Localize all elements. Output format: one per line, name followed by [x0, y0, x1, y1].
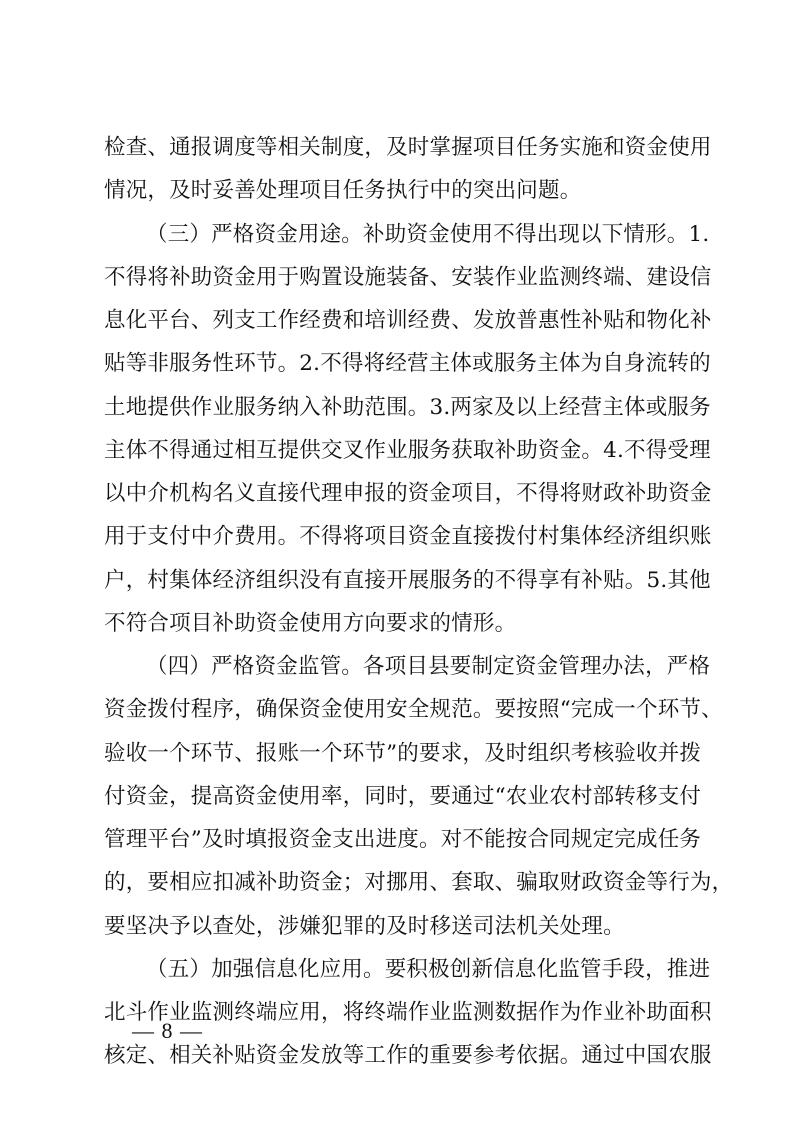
text-line: 主体不得通过相互提供交叉作业服务获取补助资金。4.不得受理: [104, 438, 711, 463]
text-line: 检查、通报调度等相关制度，及时掌握项目任务实施和资金使用: [104, 135, 712, 160]
text-line: 贴等非服务性环节。2.不得将经营主体或服务主体为自身流转的: [104, 351, 711, 376]
text-line: 用于支付中介费用。不得将项目资金直接拨付村集体经济组织账: [104, 524, 712, 549]
section-heading-line: （四）严格资金监管。各项目县要制定资金管理办法，严格: [146, 654, 711, 679]
text-line: 要坚决予以查处，涉嫌犯罪的及时移送司法机关处理。: [104, 914, 625, 939]
page-number: — 8 —: [132, 1018, 203, 1043]
section-heading-line: （五）加强信息化应用。要积极创新信息化监管手段，推进: [146, 957, 711, 982]
text-line: 验收一个环节、报账一个环节”的要求，及时组织考核验收并拨: [104, 741, 702, 766]
text-line: 不得将补助资金用于购置设施装备、安装作业监测终端、建设信: [104, 265, 712, 290]
text-line: 息化平台、列支工作经费和培训经费、发放普惠性补贴和物化补: [104, 308, 712, 333]
text-line: 不符合项目补助资金使用方向要求的情形。: [104, 611, 517, 636]
text-line: 的，要相应扣减补助资金；对挪用、套取、骗取财政资金等行为，: [104, 870, 734, 895]
text-line: 资金拨付程序，确保资金使用安全规范。要按照“完成一个环节、: [104, 697, 723, 722]
text-line: 土地提供作业服务纳入补助范围。3.两家及以上经营主体或服务: [104, 395, 711, 420]
text-line: 付资金，提高资金使用率，同时，要通过“农业农村部转移支付: [104, 784, 702, 809]
text-line: 北斗作业监测终端应用，将终端作业监测数据作为作业补助面积: [104, 1000, 712, 1025]
text-line: 以中介机构名义直接代理申报的资金项目，不得将财政补助资金: [104, 481, 712, 506]
text-line: 户，村集体经济组织没有直接开展服务的不得享有补贴。5.其他: [104, 568, 711, 593]
text-line: 管理平台”及时填报资金支出进度。对不能按合同规定完成任务: [104, 827, 702, 852]
text-line: 核定、相关补贴资金发放等工作的重要参考依据。通过中国农服: [104, 1043, 712, 1068]
text-line: 情况，及时妥善处理项目任务执行中的突出问题。: [104, 178, 582, 203]
section-heading-line: （三）严格资金用途。补助资金使用不得出现以下情形。1.: [146, 222, 710, 247]
